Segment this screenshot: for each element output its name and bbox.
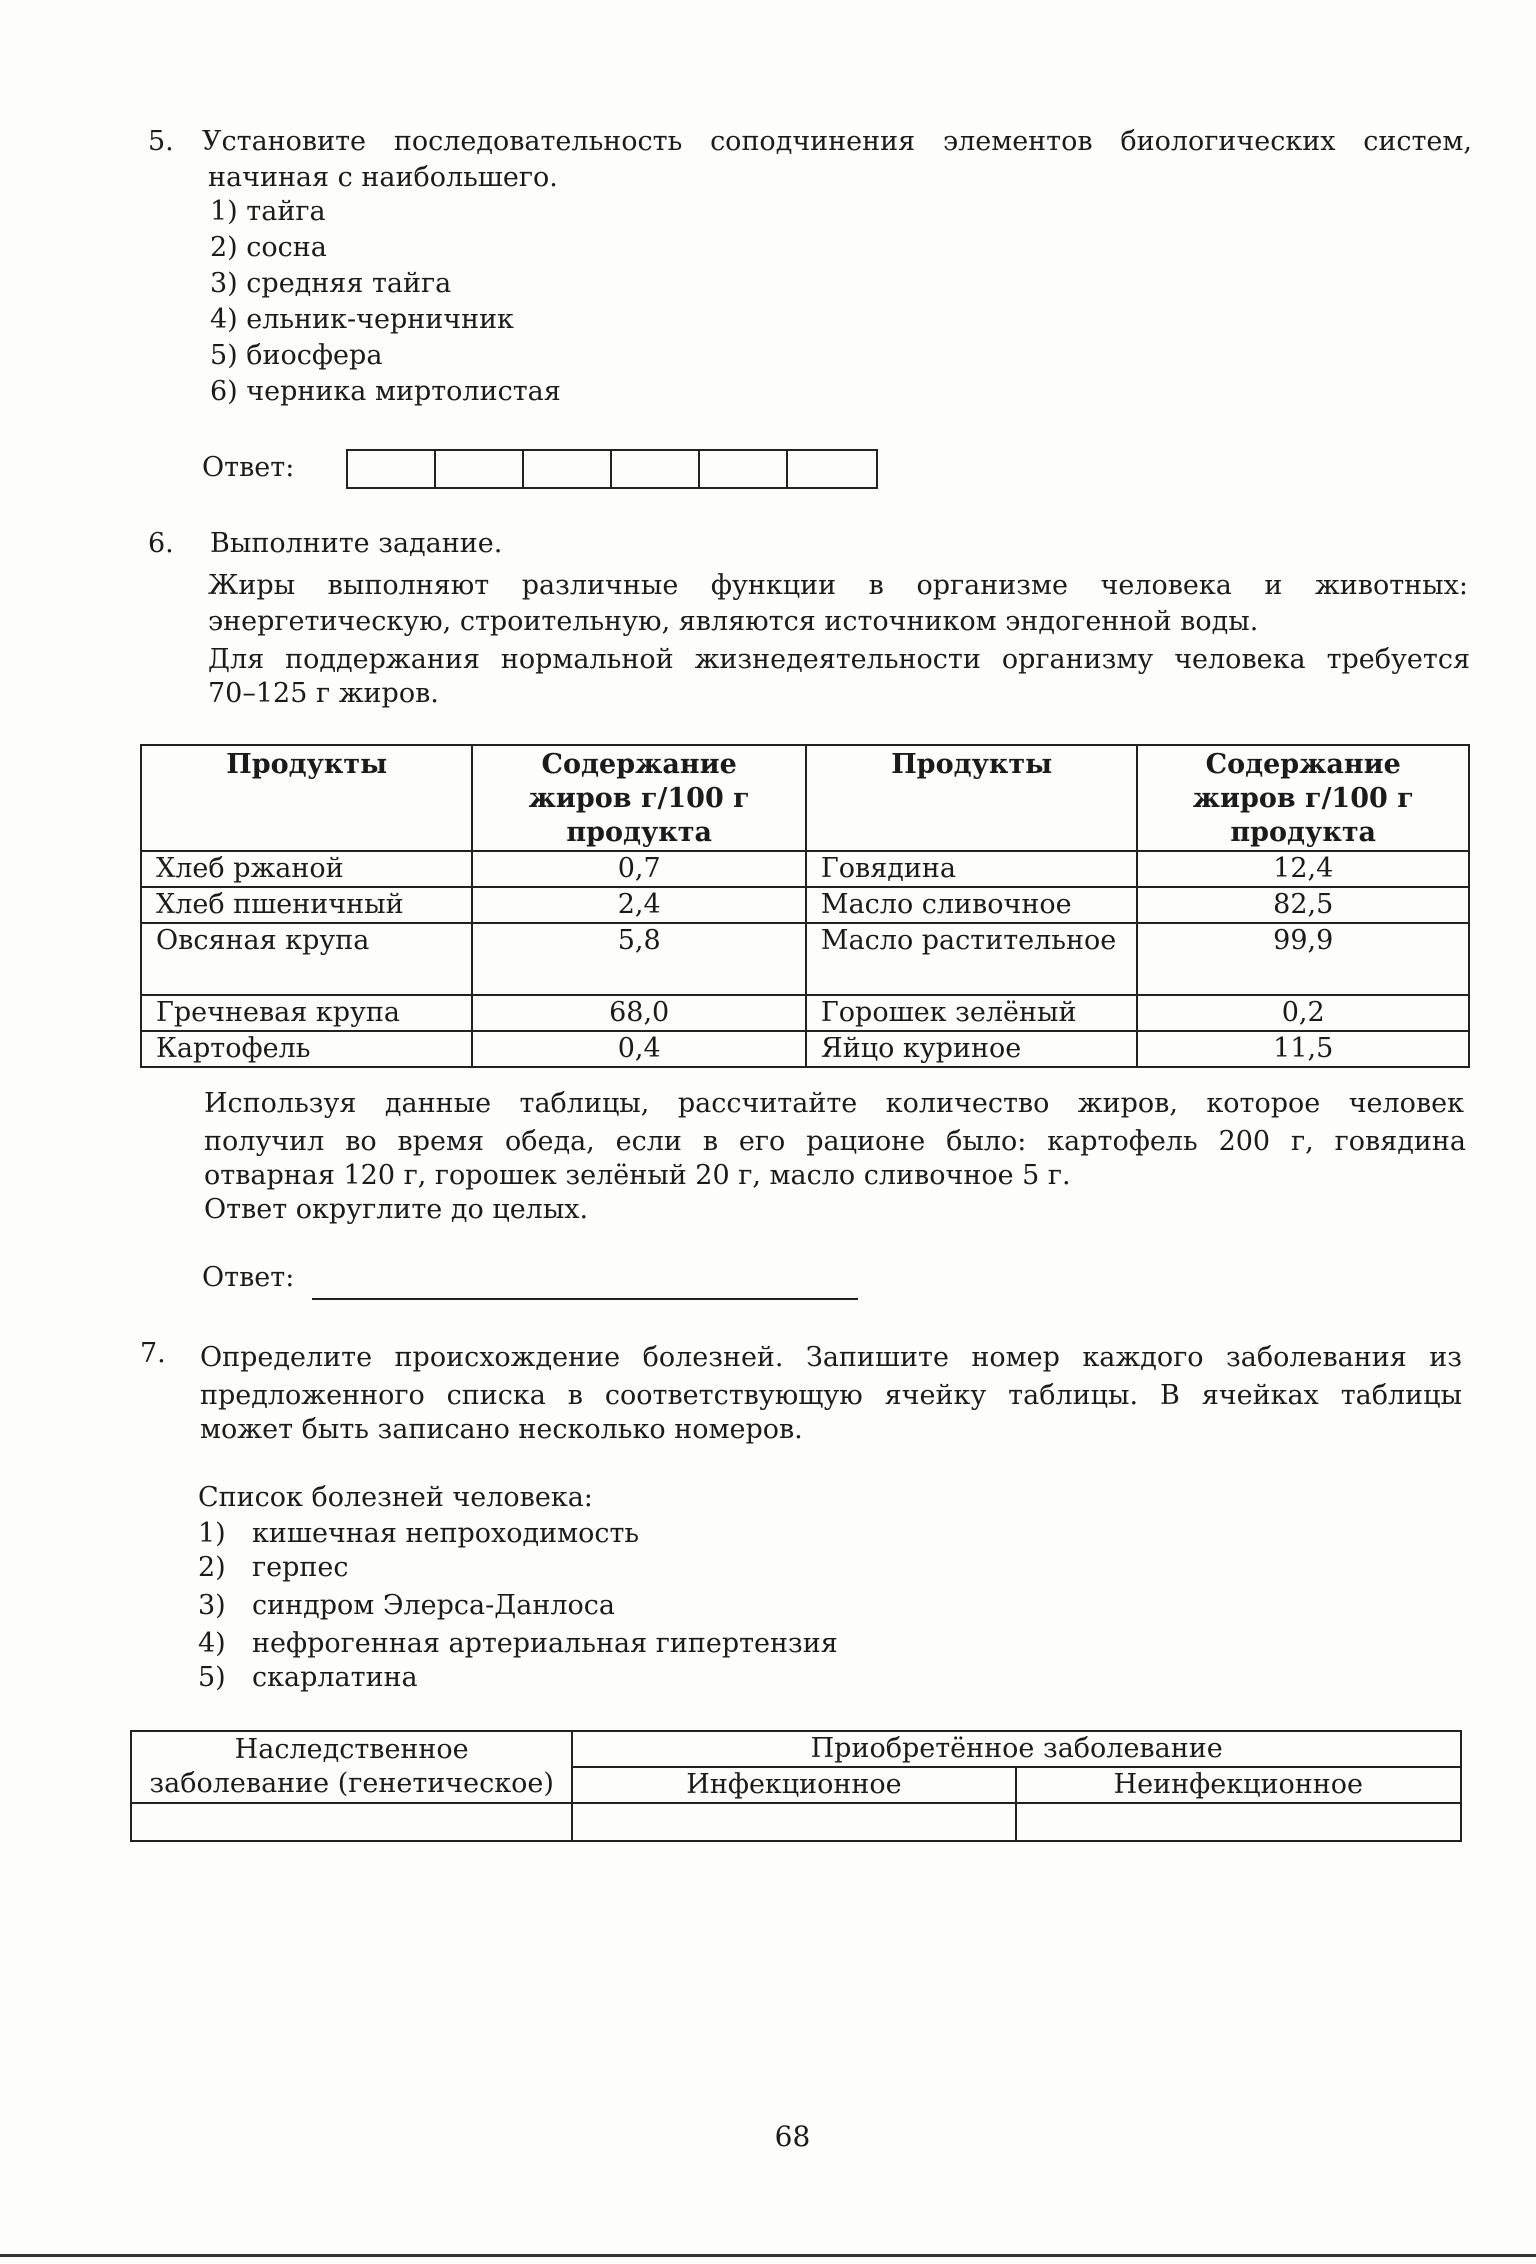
task7-text-line: может быть записано несколько номеров. — [200, 1414, 803, 1445]
task5-option: 4) ельник-черничник — [210, 304, 514, 335]
table-row — [141, 851, 1469, 887]
header-fat-content: Содержание жиров г/100 г продукта — [472, 745, 806, 851]
table-row — [141, 995, 1469, 1031]
header-infectious: Инфекционное — [572, 1767, 1015, 1803]
fat-value-cell: 2,4 — [472, 887, 806, 923]
task6-text-line: Для поддержания нормальной жизнедеятельности организму человека требуется — [208, 644, 1470, 675]
task5-text-line1: Установите последовательность соподчинения элементов биологических систем, — [202, 126, 1472, 157]
disease-number: 5) — [198, 1662, 226, 1693]
fat-value-cell: 0,2 — [1137, 995, 1469, 1031]
task6-number: 6. — [148, 528, 174, 559]
disease-number: 3) — [198, 1590, 226, 1621]
fat-value-cell: 12,4 — [1137, 851, 1469, 887]
header-hereditary-line1: Наследственное — [234, 1734, 469, 1765]
product-cell: Картофель — [141, 1031, 472, 1067]
fat-value-cell: 11,5 — [1137, 1031, 1469, 1067]
product-cell: Горошек зелёный — [806, 995, 1138, 1031]
answer-row — [131, 1803, 1461, 1841]
disease-name: кишечная непроходимость — [252, 1518, 640, 1549]
answer-cell[interactable] — [788, 451, 876, 487]
task5-option: 6) черника миртолистая — [210, 376, 561, 407]
header-acquired: Приобретённое заболевание — [572, 1731, 1461, 1767]
hereditary-answer-cell[interactable] — [131, 1803, 572, 1841]
disease-name: герпес — [252, 1552, 349, 1583]
header-products: Продукты — [141, 745, 472, 851]
task6-answer-label: Ответ: — [202, 1262, 295, 1293]
task5-number: 5. — [148, 126, 174, 157]
task6-answer-line[interactable] — [312, 1264, 858, 1300]
product-cell: Гречневая крупа — [141, 995, 472, 1031]
fat-value-cell: 99,9 — [1137, 923, 1469, 995]
task7-text-line: предложенного списка в соответствующую ячейку таблицы. В ячейках таблицы — [200, 1380, 1462, 1411]
table-row — [141, 923, 1469, 995]
task6-text-line: 70–125 г жиров. — [208, 678, 439, 709]
header-noninfectious: Неинфекционное — [1016, 1767, 1461, 1803]
noninfectious-answer-cell[interactable] — [1016, 1803, 1461, 1841]
disease-number: 2) — [198, 1552, 226, 1583]
task5-option: 5) биосфера — [210, 340, 383, 371]
answer-cell[interactable] — [436, 451, 524, 487]
disease-list-title: Список болезней человека: — [198, 1482, 593, 1513]
task7-number: 7. — [140, 1338, 166, 1369]
task6-question-line: получил во время обеда, если в его рационе было: картофель 200 г, говядина — [204, 1126, 1466, 1157]
fat-value-cell: 82,5 — [1137, 887, 1469, 923]
task5-text-line2: начиная с наибольшего. — [208, 162, 558, 193]
header-products: Продукты — [806, 745, 1138, 851]
task5-answer-label: Ответ: — [202, 452, 295, 483]
fat-value-cell: 0,4 — [472, 1031, 806, 1067]
product-cell: Масло сливочное — [806, 887, 1138, 923]
header-fat-content: Содержание жиров г/100 г продукта — [1137, 745, 1469, 851]
product-cell: Хлеб пшеничный — [141, 887, 472, 923]
table-row — [141, 887, 1469, 923]
task5-answer-boxes — [346, 449, 878, 489]
product-cell: Овсяная крупа — [141, 923, 472, 995]
disease-name: скарлатина — [252, 1662, 418, 1693]
product-cell: Хлеб ржаной — [141, 851, 472, 887]
product-cell: Яйцо куриное — [806, 1031, 1138, 1067]
fat-value-cell: 0,7 — [472, 851, 806, 887]
disease-origin-table — [130, 1730, 1462, 1842]
task6-text-line: энергетическую, строительную, являются источником эндогенной воды. — [208, 606, 1259, 637]
fat-value-cell: 5,8 — [472, 923, 806, 995]
answer-cell[interactable] — [700, 451, 788, 487]
task5-option: 1) тайга — [210, 196, 326, 227]
table-header-row — [131, 1731, 1461, 1767]
disease-number: 4) — [198, 1628, 226, 1659]
disease-name: синдром Элерса-Данлоса — [252, 1590, 615, 1621]
answer-cell[interactable] — [612, 451, 700, 487]
product-cell: Говядина — [806, 851, 1138, 887]
product-cell: Масло растительное — [806, 923, 1138, 995]
task7-text-line: Определите происхождение болезней. Запишите номер каждого заболевания из — [200, 1342, 1462, 1373]
bottom-divider — [0, 2254, 1536, 2257]
header-hereditary — [131, 1731, 572, 1803]
fat-value-cell: 68,0 — [472, 995, 806, 1031]
disease-number: 1) — [198, 1518, 226, 1549]
answer-cell[interactable] — [348, 451, 436, 487]
task6-question-line: отварная 120 г, горошек зелёный 20 г, масло сливочное 5 г. — [204, 1160, 1071, 1191]
table-header-row — [141, 745, 1469, 851]
task6-text-line: Выполните задание. — [210, 528, 503, 559]
disease-name: нефрогенная артериальная гипертензия — [252, 1628, 838, 1659]
task5-option: 3) средняя тайга — [210, 268, 452, 299]
task6-question-line: Используя данные таблицы, рассчитайте количество жиров, которое человек — [204, 1088, 1464, 1119]
answer-cell[interactable] — [524, 451, 612, 487]
page-number: 68 — [774, 2120, 811, 2153]
infectious-answer-cell[interactable] — [572, 1803, 1015, 1841]
task6-question-line: Ответ округлите до целых. — [204, 1194, 589, 1225]
fat-content-table — [140, 744, 1470, 1068]
task5-option: 2) сосна — [210, 232, 327, 263]
header-hereditary-line2: заболевание (генетическое) — [149, 1768, 554, 1799]
table-row — [141, 1031, 1469, 1067]
task6-text-line: Жиры выполняют различные функции в организме человека и животных: — [208, 570, 1468, 601]
